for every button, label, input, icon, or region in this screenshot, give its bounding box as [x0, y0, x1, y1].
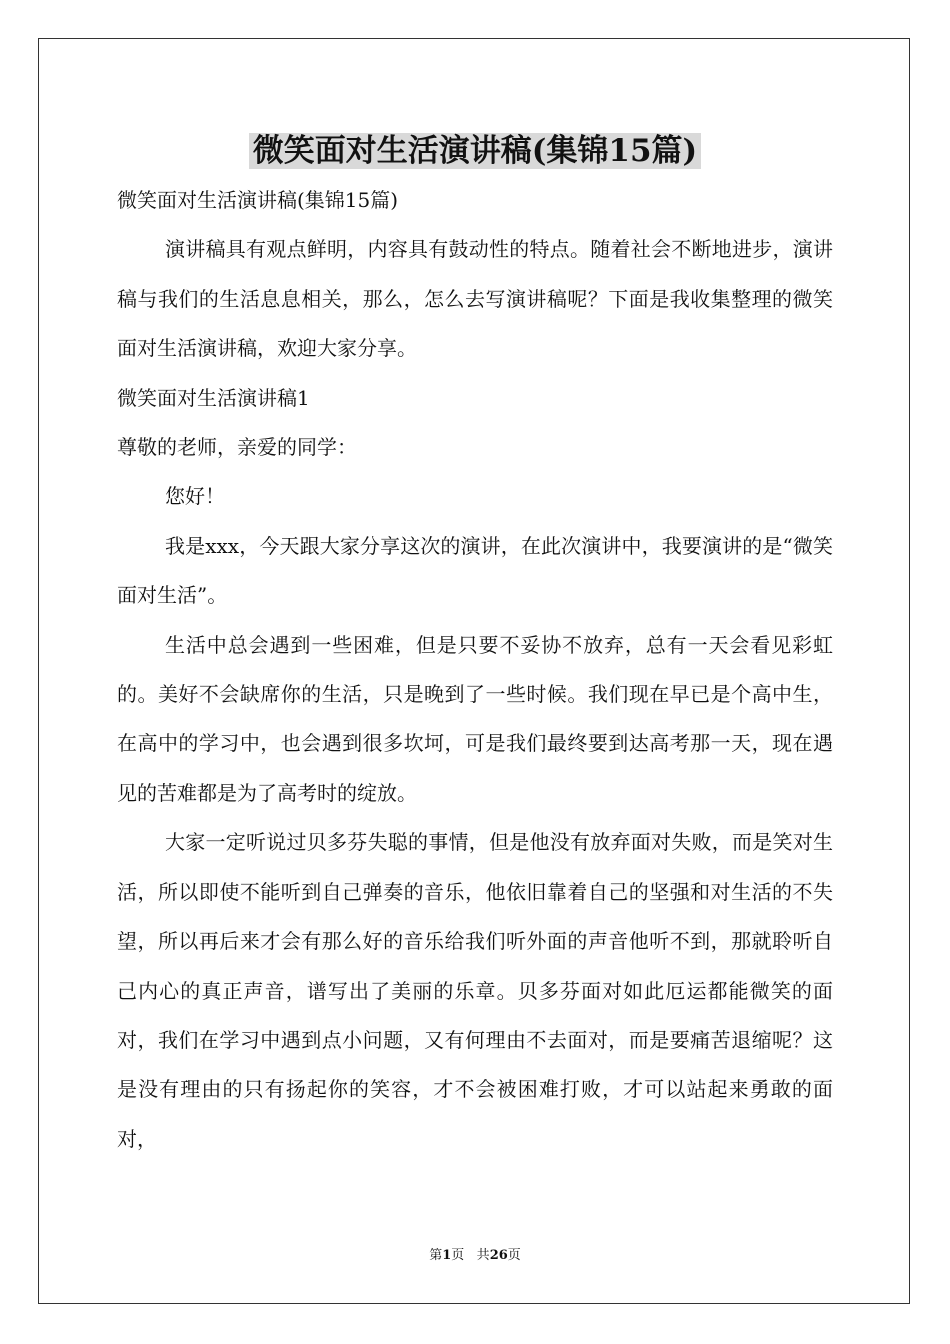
- total-unit: 页: [507, 1248, 521, 1263]
- salutation: 尊敬的老师，亲爱的同学：: [117, 435, 357, 460]
- page-unit: 页: [451, 1248, 465, 1263]
- page-footer: [0, 1248, 950, 1264]
- paragraph: 微笑面对生活演讲稿(集锦15篇): [117, 188, 399, 212]
- paragraph: 生活中总会遇到一些困难，但是只要不妥协不放弃，总有一天会看见彩虹的。美好不会缺席你的生活，只是晚到了一些时候。我们现在早已是个高中生，在高中的学习中，也会遇到很多坎坷，可是我们最终要到达高考那一天，现在遇见的苦难都是为了高考时的绽放。: [117, 632, 833, 805]
- page-total: 26: [489, 1248, 508, 1263]
- paragraph: 我是xxx，今天跟大家分享这次的演讲，在此次演讲中，我要演讲的是“微笑面对生活”。: [117, 533, 833, 608]
- paragraph: 演讲稿具有观点鲜明，内容具有鼓动性的特点。随着社会不断地进步，演讲稿与我们的生活息息相关，那么，怎么去写演讲稿呢？下面是我收集整理的微笑面对生活演讲稿，欢迎大家分享。: [117, 237, 833, 361]
- page-current: 1: [442, 1248, 452, 1263]
- total-prefix: 共: [476, 1248, 490, 1263]
- page-prefix: 第: [429, 1248, 443, 1263]
- section-heading: 微笑面对生活演讲稿1: [117, 385, 310, 410]
- document-title: [0, 128, 950, 174]
- paragraph: 您好！: [165, 484, 225, 509]
- document-body: [117, 176, 833, 1164]
- paragraph: 大家一定听说过贝多芬失聪的事情，但是他没有放弃面对失败，而是笑对生活，所以即使不能听到自己弹奏的音乐，他依旧靠着自己的坚强和对生活的不失望，所以再后来才会有那么好的音乐给我们听外面的声音他听不到，那就聆听自己内心的真正声音，谱写出了美丽的乐章。贝多芬面对如此厄运都能微笑的面对，我们在学习中遇到点小问题，又有何理由不去面对，而是要痛苦退缩呢？这是没有理由的只有扬起你的笑容，才不会被困难打败，才可以站起来勇敢的面对，: [117, 830, 833, 1151]
- document-title-text: 微笑面对生活演讲稿(集锦15篇): [249, 133, 701, 169]
